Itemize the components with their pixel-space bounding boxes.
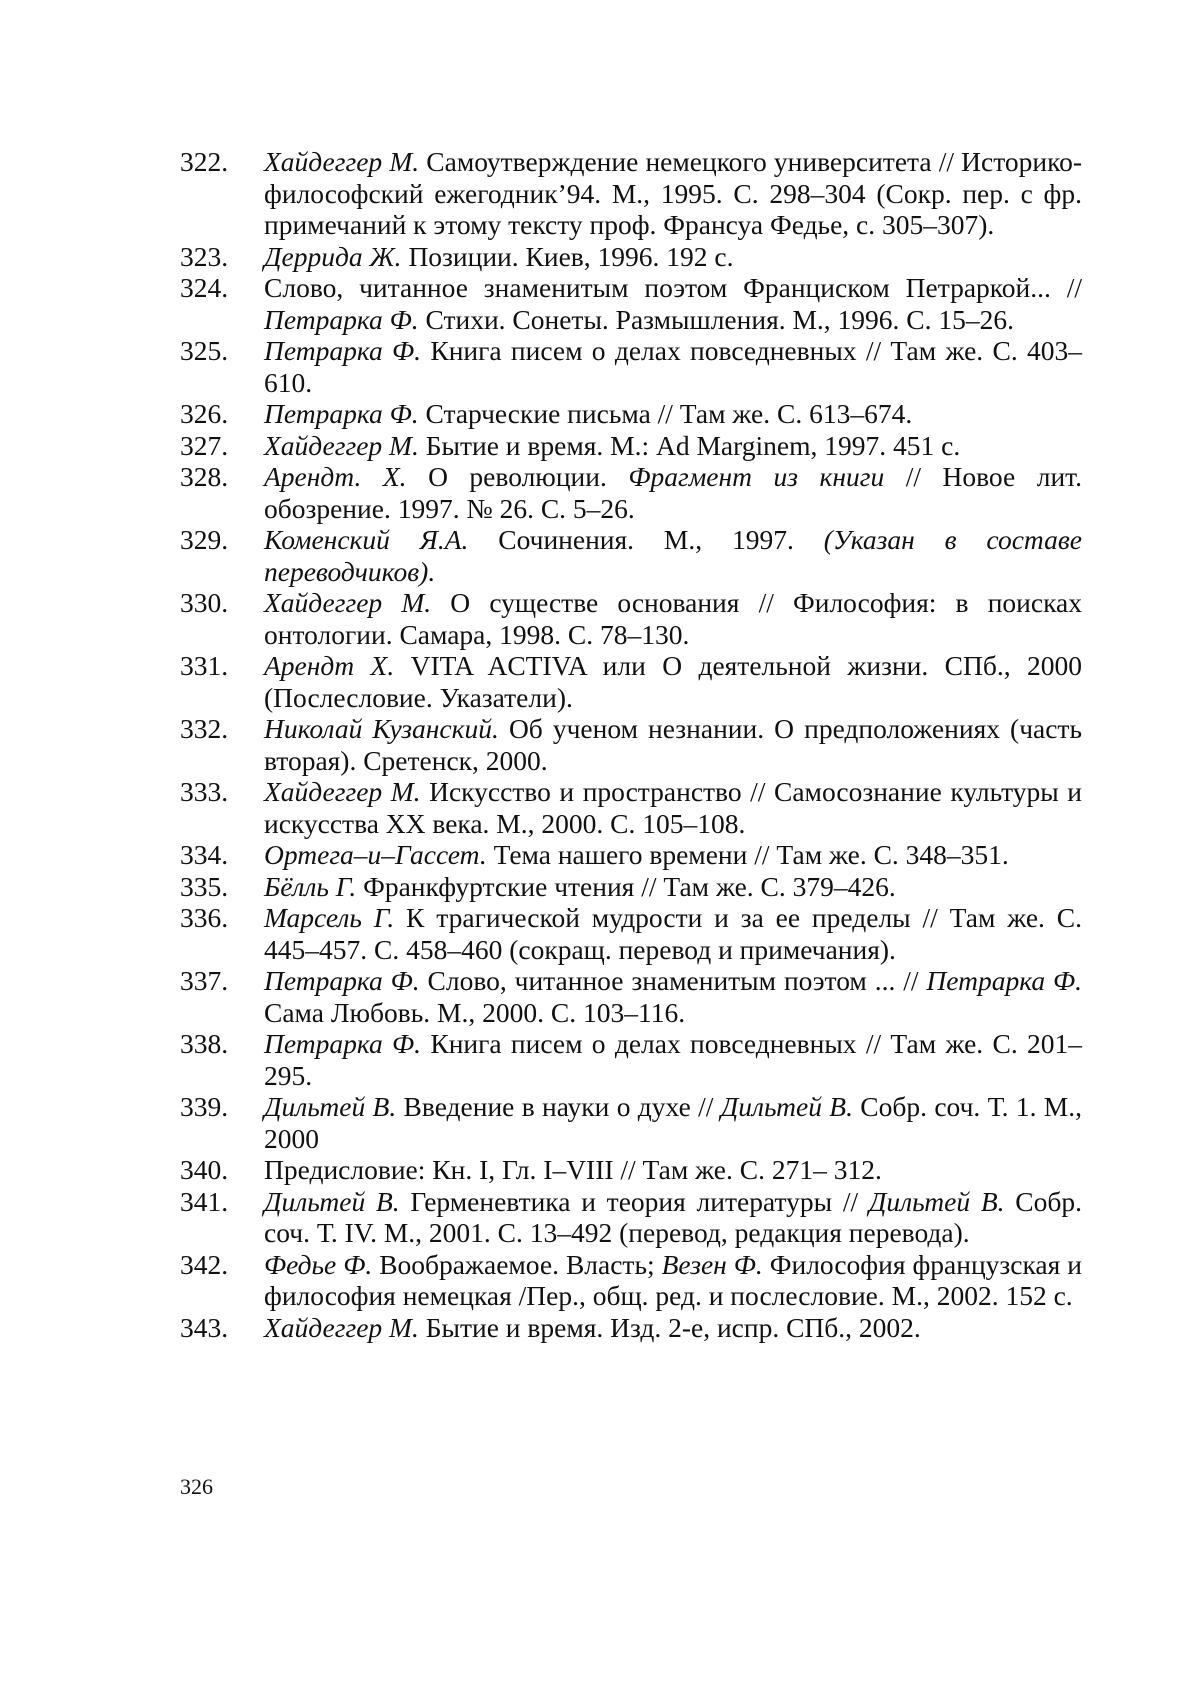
entry-text-segment: Бытие и время. М.: Ad Marginem, 1997. 451 с. [418, 429, 961, 461]
entry-number: 328. [180, 461, 229, 492]
entry-number: 335. [180, 870, 229, 902]
entry-text [264, 524, 1082, 587]
bibliography-entry [180, 1154, 1082, 1186]
entry-text-segment: Книга писем о делах повседневных // Там же. С. 403–610. [264, 335, 1082, 398]
entry-text-segment: Франкфуртские чтения // Там же. С. 379–426. [356, 870, 896, 902]
bibliography-entry [180, 146, 1082, 241]
bibliography-entry [180, 335, 1082, 398]
entry-number: 338. [180, 1028, 229, 1059]
entry-number: 323. [180, 240, 229, 272]
entry-number: 337. [180, 965, 229, 996]
entry-number: 341. [180, 1185, 229, 1217]
italic-text: Петрарка Ф. [264, 303, 419, 335]
bibliography-entry [180, 1249, 1082, 1312]
italic-text: Везен Ф. [661, 1248, 763, 1280]
entry-text-segment: К трагической мудрости и за ее пределы // Там же. С. 445–457. С. 458–460 (сокращ. перевод и примечания). [264, 902, 1082, 965]
entry-text-segment: Собр. соч. Т. IV. М., 2001. С. 13–492 (перевод, редакция перевода). [264, 1185, 1082, 1248]
entry-number: 327. [180, 429, 229, 461]
bibliography-entry [180, 965, 1082, 1028]
entry-text-segment: // Новое лит. обозрение. 1997. № 26. С. 5–26. [264, 461, 1082, 524]
bibliography-entry [180, 398, 1082, 430]
italic-text: Хайдеггер М. [264, 587, 432, 618]
entry-text-segment: Сама Любовь. М., 2000. С. 103–116. [264, 996, 686, 1028]
italic-text: Хайдеггер М. [264, 1311, 419, 1343]
italic-text: Николай Кузанский. [264, 713, 499, 744]
italic-text: Арендт. Х. [264, 461, 407, 492]
entry-number: 326. [180, 398, 229, 429]
entry-text [264, 1312, 1082, 1344]
entry-text-segment: Введение в науки о духе // [396, 1091, 721, 1122]
entry-text-segment: Об ученом незнании. О предположениях (часть вторая). Сретенск, 2000. [264, 713, 1082, 776]
entry-text [264, 871, 1082, 903]
entry-text [264, 430, 1082, 462]
entry-text-segment: Самоутверждение немецкого университета // Историко-философский ежегодник’94. М., 1995. С. 298–304 (Сокр. пер. с фр. примечаний к этому тексту проф. Франсуа Федье, с. 305–307). [264, 146, 1082, 240]
entry-text [264, 776, 1082, 839]
bibliography-entry [180, 1028, 1082, 1091]
entry-number: 330. [180, 587, 229, 618]
entry-text [264, 650, 1082, 713]
italic-text: (Указан в составе переводчиков). [264, 524, 1082, 587]
entry-text [264, 1091, 1082, 1154]
entry-number: 332. [180, 713, 229, 744]
entry-text [264, 902, 1082, 965]
italic-text: Хайдеггер М. [264, 429, 419, 461]
bibliography-entry [180, 1091, 1082, 1154]
entry-text-segment: О существе основания // Философия: в поисках онтологии. Самара, 1998. С. 78–130. [264, 587, 1082, 650]
italic-text: Петрарка Ф. [264, 335, 422, 366]
italic-text: Федье Ф. [264, 1248, 373, 1280]
entry-number: 339. [180, 1091, 229, 1122]
entry-number: 336. [180, 902, 229, 933]
italic-text: Дильтей В. [720, 1091, 853, 1122]
entry-text [264, 398, 1082, 430]
entry-text [264, 965, 1082, 1028]
entry-text-segment: Искусство и пространство // Самосознание культуры и искусства ХХ века. М., 2000. С. 105–108. [264, 776, 1082, 839]
bibliography-entry [180, 524, 1082, 587]
entry-number: 342. [180, 1248, 229, 1280]
bibliography-entry [180, 776, 1082, 839]
italic-text: Дильтей В. [264, 1091, 397, 1122]
italic-text: Петрарка Ф. [264, 398, 419, 429]
entry-text [264, 1028, 1082, 1091]
entry-text [264, 839, 1082, 871]
entry-text-segment: Герменевтика и теория литературы // [399, 1185, 869, 1217]
bibliography-entry [180, 650, 1082, 713]
italic-text: Хайдеггер М. [264, 776, 421, 807]
bibliography-entry [180, 871, 1082, 903]
entry-text-segment: Предисловие: Кн. I, Гл. I–VIII // Там же. С. 271– 312. [264, 1154, 882, 1185]
entry-number: 333. [180, 776, 229, 807]
entry-text-segment: Старческие письма // Там же. С. 613–674. [418, 398, 913, 429]
entry-text-segment: Стихи. Сонеты. Размышления. М., 1996. С. 15–26. [418, 303, 1015, 335]
italic-text: Дильтей В. [868, 1185, 1005, 1217]
italic-text: Ортега–и–Гассет. [264, 839, 487, 870]
entry-text [264, 1249, 1082, 1312]
entry-text-segment: Философия французская и философия немецкая /Пер., общ. ред. и послесловие. М., 2002. 152 с. [264, 1248, 1082, 1311]
entry-number: 343. [180, 1311, 229, 1343]
bibliography-entry [180, 587, 1082, 650]
entry-text-segment: Позиции. Киев, 1996. 192 с. [401, 240, 734, 272]
entry-text [264, 587, 1082, 650]
bibliography-entry [180, 272, 1082, 335]
entry-text-segment: О революции. [406, 461, 629, 492]
entry-number: 325. [180, 335, 229, 366]
italic-text: Марсель Г. [264, 902, 395, 933]
page-number: 326 [180, 1474, 213, 1499]
bibliography-entry [180, 461, 1082, 524]
bibliography-entry [180, 1312, 1082, 1344]
italic-text: Петрарка Ф. [926, 965, 1083, 996]
entry-number: 329. [180, 524, 229, 555]
bibliography-list [180, 146, 1082, 1343]
entry-number: 334. [180, 839, 229, 870]
entry-text [264, 1186, 1082, 1249]
entry-text-segment: Тема нашего времени // Там же. С. 348–351. [486, 839, 1009, 870]
italic-text: Петрарка Ф. [264, 1028, 422, 1059]
italic-text: Деррида Ж. [264, 240, 402, 272]
bibliography-entry [180, 430, 1082, 462]
entry-number: 322. [180, 146, 229, 177]
entry-text-segment: Собр. соч. Т. 1. М., 2000 [264, 1091, 1083, 1154]
italic-text: Хайдеггер М. [264, 146, 420, 177]
entry-text-segment: Сочинения. М., 1997. [468, 524, 824, 555]
entry-text [264, 713, 1082, 776]
entry-text-segment: Слово, читанное знаменитым поэтом ... // [419, 965, 927, 996]
bibliography-entry [180, 839, 1082, 871]
italic-text: Арендт Х. [264, 650, 395, 681]
entry-text [264, 461, 1082, 524]
entry-text-segment: Бытие и время. Изд. 2-е, испр. СПб., 2002. [418, 1311, 921, 1343]
italic-text: Дильтей В. [264, 1185, 400, 1217]
bibliography-entry [180, 1186, 1082, 1249]
entry-text [264, 1154, 1082, 1186]
entry-number: 340. [180, 1154, 229, 1185]
italic-text: Фрагмент из книги [628, 461, 885, 492]
entry-text [264, 241, 1082, 273]
entry-number: 324. [180, 272, 229, 303]
bibliography-entry [180, 713, 1082, 776]
entry-text-segment: VITA ACTIVA или О деятельной жизни. СПб., 2000 (Послесловие. Указатели). [264, 650, 1082, 713]
entry-text [264, 146, 1082, 241]
bibliography-entry [180, 902, 1082, 965]
entry-text-segment: Слово, читанное знаменитым поэтом Франциском Петраркой... // [264, 272, 1082, 303]
italic-text: Петрарка Ф. [264, 965, 420, 996]
italic-text: Коменский Я.А. [264, 524, 469, 555]
bibliography-entry [180, 241, 1082, 273]
entry-number: 331. [180, 650, 229, 681]
entry-text-segment: Книга писем о делах повседневных // Там же. С. 201–295. [264, 1028, 1082, 1091]
entry-text-segment: Воображаемое. Власть; [372, 1248, 662, 1280]
entry-text [264, 335, 1082, 398]
entry-text [264, 272, 1082, 335]
italic-text: Бёлль Г. [264, 870, 357, 902]
